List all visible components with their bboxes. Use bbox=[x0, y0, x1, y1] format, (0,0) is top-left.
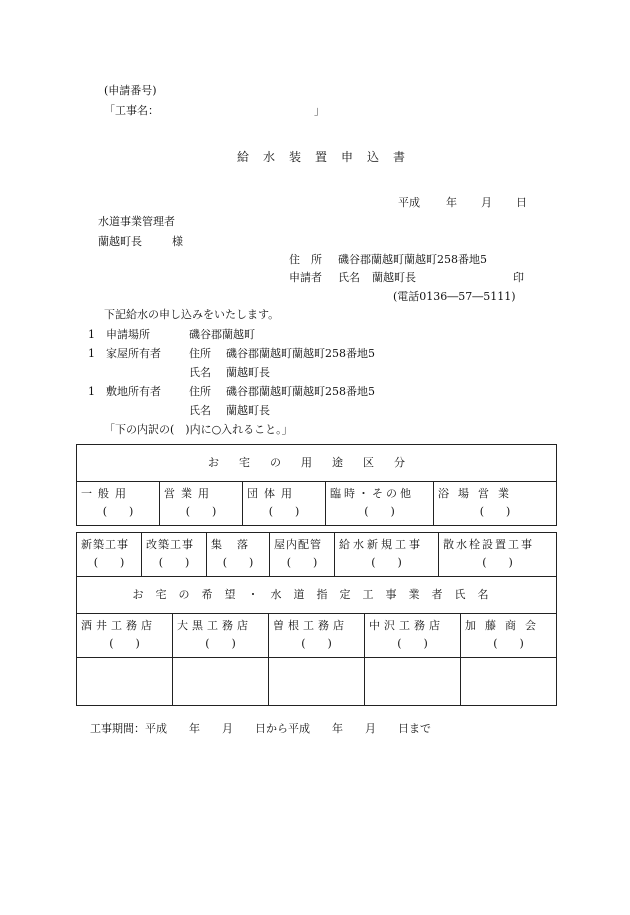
date-day: 日 bbox=[516, 196, 527, 209]
applicant-address-label: 住 所 bbox=[289, 253, 322, 266]
item-number: 1 bbox=[88, 347, 95, 360]
work-option[interactable]: 給水新規工事 ( ) bbox=[335, 533, 439, 577]
construction-period: 工事期間：平成 年 月 日から平成 年 月 日まで bbox=[90, 722, 431, 735]
usage-option[interactable]: 営業用 ( ) bbox=[160, 482, 243, 526]
work-option[interactable]: 改築工事 ( ) bbox=[142, 533, 207, 577]
usage-header: お宅の用途区分 bbox=[77, 445, 557, 482]
item-sub-label: 住所 bbox=[189, 347, 211, 360]
item-label: 家屋所有者 bbox=[106, 347, 161, 360]
item-number: 1 bbox=[88, 328, 95, 341]
contractor-option[interactable]: 曽根工務店 ( ) bbox=[269, 614, 365, 658]
addressee-line1: 水道事業管理者 bbox=[98, 215, 175, 228]
contractor-option[interactable]: 大黒工務店 ( ) bbox=[173, 614, 269, 658]
item-sub-label: 住所 bbox=[189, 385, 211, 398]
work-option[interactable]: 集 落 ( ) bbox=[207, 533, 270, 577]
item-number: 1 bbox=[88, 385, 95, 398]
project-name-label: 「工事名： bbox=[104, 104, 159, 117]
contractor-blank-cell[interactable] bbox=[269, 658, 365, 706]
item-value: 蘭越町長 bbox=[226, 366, 270, 379]
date-year: 年 bbox=[446, 196, 457, 209]
usage-table bbox=[76, 444, 557, 526]
item-value: 磯谷郡蘭越町蘭越町258番地5 bbox=[226, 385, 375, 398]
item-value: 磯谷郡蘭越町 bbox=[189, 328, 255, 341]
document-title: 給水装置申込書 bbox=[237, 150, 420, 164]
date-era: 平成 bbox=[398, 196, 420, 209]
intro-text: 下記給水の申し込みをいたします。 bbox=[104, 308, 280, 321]
addressee-line2: 蘭越町長 bbox=[98, 235, 142, 248]
contractor-header: お宅の希望・水道指定工事業者氏名 bbox=[77, 577, 557, 614]
applicant-name-label: 氏名 bbox=[338, 271, 360, 284]
usage-option[interactable]: 臨時・その他 ( ) bbox=[326, 482, 434, 526]
usage-option[interactable]: 浴場営業 ( ) bbox=[434, 482, 557, 526]
project-name-close: 」 bbox=[314, 104, 325, 117]
contractor-option[interactable]: 加藤商会 ( ) bbox=[461, 614, 557, 658]
item-label: 敷地所有者 bbox=[106, 385, 161, 398]
item-sub-label: 氏名 bbox=[189, 404, 211, 417]
applicant-name: 蘭越町長 bbox=[372, 271, 416, 284]
item-label: 申請場所 bbox=[106, 328, 150, 341]
instruction-text: 「下の内訳の( )内に○入れること。」 bbox=[104, 423, 293, 436]
application-number-label: (申請番号) bbox=[104, 84, 157, 97]
date-month: 月 bbox=[481, 196, 492, 209]
work-type-table bbox=[76, 532, 557, 577]
usage-option[interactable]: 団体用 ( ) bbox=[243, 482, 326, 526]
usage-option[interactable]: 一般用 ( ) bbox=[77, 482, 160, 526]
contractor-blank-cell[interactable] bbox=[77, 658, 173, 706]
applicant-role-label: 申請者 bbox=[289, 271, 322, 284]
contractor-option[interactable]: 中沢工務店 ( ) bbox=[365, 614, 461, 658]
item-value: 磯谷郡蘭越町蘭越町258番地5 bbox=[226, 347, 375, 360]
applicant-phone: (電話0136―57―5111) bbox=[393, 290, 516, 303]
addressee-honorific: 様 bbox=[172, 235, 183, 248]
contractor-blank-cell[interactable] bbox=[461, 658, 557, 706]
contractor-blank-cell[interactable] bbox=[173, 658, 269, 706]
contractor-option[interactable]: 酒井工務店 ( ) bbox=[77, 614, 173, 658]
item-sub-label: 氏名 bbox=[189, 366, 211, 379]
work-option[interactable]: 屋内配管 ( ) bbox=[270, 533, 335, 577]
item-value: 蘭越町長 bbox=[226, 404, 270, 417]
work-option[interactable]: 散水栓設置工事 ( ) bbox=[439, 533, 557, 577]
work-option[interactable]: 新築工事 ( ) bbox=[77, 533, 142, 577]
applicant-address: 磯谷郡蘭越町蘭越町258番地5 bbox=[338, 253, 487, 266]
contractor-table bbox=[76, 576, 557, 706]
seal-mark: 印 bbox=[513, 271, 524, 284]
contractor-blank-cell[interactable] bbox=[365, 658, 461, 706]
